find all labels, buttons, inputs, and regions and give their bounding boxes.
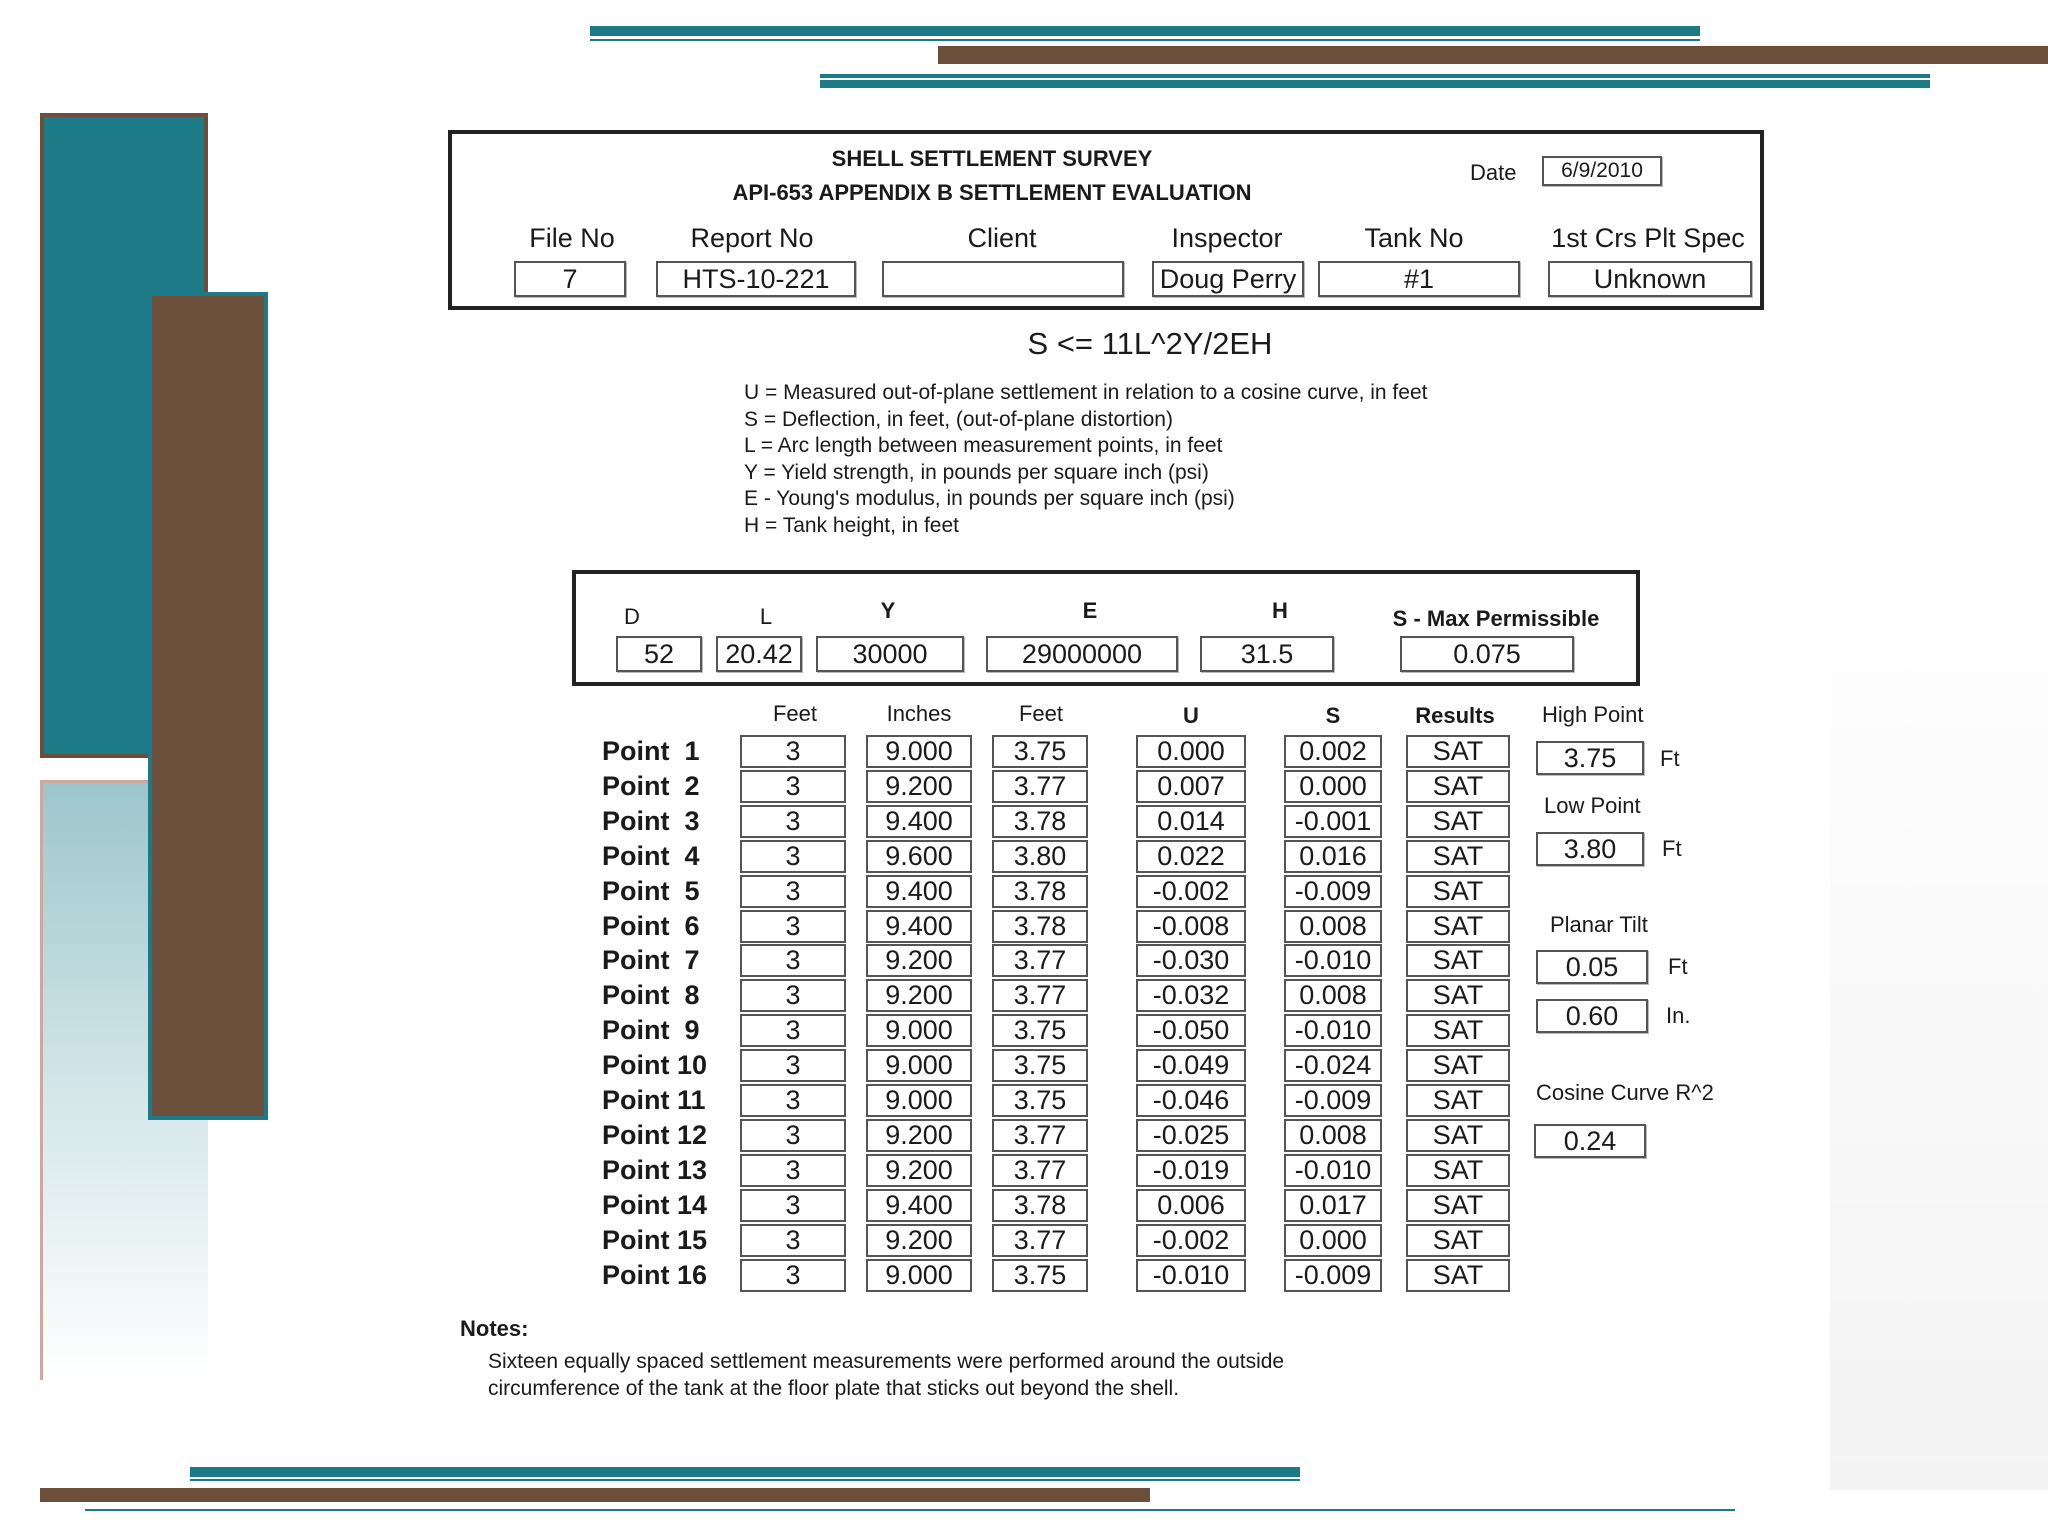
feet-cell[interactable]: 3 bbox=[740, 770, 846, 803]
s-cell[interactable]: -0.010 bbox=[1284, 944, 1382, 977]
settlement-formula: S <= 11L^2Y/2EH bbox=[1027, 326, 1273, 361]
bottom-teal-thin bbox=[190, 1479, 1300, 1481]
notes-line: circumference of the tank at the floor plate that sticks out beyond the shell. bbox=[488, 1377, 1180, 1400]
inches-cell[interactable]: 9.400 bbox=[866, 910, 972, 943]
top-teal-line-1-thin bbox=[590, 39, 1700, 41]
result-cell[interactable]: SAT bbox=[1406, 1259, 1510, 1292]
bottom-teal-line bbox=[85, 1509, 1735, 1511]
legend-line: L = Arc length between measurement points, in feet bbox=[744, 434, 1223, 457]
u-cell[interactable]: -0.025 bbox=[1136, 1119, 1246, 1152]
feet-decimal-cell[interactable]: 3.77 bbox=[992, 1224, 1088, 1257]
notes-heading: Notes: bbox=[460, 1316, 529, 1341]
low-point-label: Low Point bbox=[1544, 793, 1641, 818]
feet-cell[interactable]: 3 bbox=[740, 1014, 846, 1047]
param-h-label: H bbox=[1272, 598, 1288, 623]
result-cell[interactable]: SAT bbox=[1406, 1084, 1510, 1117]
u-cell[interactable]: -0.008 bbox=[1136, 910, 1246, 943]
feet-decimal-cell[interactable]: 3.75 bbox=[992, 1014, 1088, 1047]
point-label: Point 14 bbox=[602, 1190, 708, 1220]
feet-cell[interactable]: 3 bbox=[740, 805, 846, 838]
crs-plt-spec-field[interactable]: Unknown bbox=[1548, 261, 1752, 297]
feet-cell[interactable]: 3 bbox=[740, 840, 846, 873]
inches-cell[interactable]: 9.200 bbox=[866, 770, 972, 803]
param-e-field[interactable]: 29000000 bbox=[986, 636, 1178, 672]
legend-line: E - Young's modulus, in pounds per square inch (psi) bbox=[744, 487, 1235, 510]
param-l-field[interactable]: 20.42 bbox=[716, 636, 802, 672]
report-no-label: Report No bbox=[690, 223, 814, 253]
s-cell[interactable]: -0.009 bbox=[1284, 1259, 1382, 1292]
u-cell[interactable]: -0.050 bbox=[1136, 1014, 1246, 1047]
point-label: Point 6 bbox=[602, 911, 700, 941]
legend-line: H = Tank height, in feet bbox=[744, 513, 960, 537]
planar-tilt-label: Planar Tilt bbox=[1550, 912, 1648, 937]
planar-tilt-ft-unit: Ft bbox=[1668, 954, 1688, 979]
u-cell[interactable]: 0.007 bbox=[1136, 770, 1246, 803]
s-cell[interactable]: 0.008 bbox=[1284, 979, 1382, 1012]
result-cell[interactable]: SAT bbox=[1406, 1014, 1510, 1047]
param-h-field[interactable]: 31.5 bbox=[1200, 636, 1334, 672]
s-cell[interactable]: 0.008 bbox=[1284, 910, 1382, 943]
inches-cell[interactable]: 9.200 bbox=[866, 1224, 972, 1257]
file-no-label: File No bbox=[529, 223, 615, 253]
variable-legend bbox=[744, 380, 1427, 539]
feet-decimal-cell[interactable]: 3.78 bbox=[992, 1189, 1088, 1222]
s-cell[interactable]: 0.000 bbox=[1284, 770, 1382, 803]
inches-cell[interactable]: 9.400 bbox=[866, 1189, 972, 1222]
date-field[interactable]: 6/9/2010 bbox=[1542, 156, 1662, 186]
feet-cell[interactable]: 3 bbox=[740, 1049, 846, 1082]
s-cell[interactable]: -0.009 bbox=[1284, 1084, 1382, 1117]
point-label: Point 15 bbox=[602, 1225, 708, 1255]
legend-line: S = Deflection, in feet, (out-of-plane distortion) bbox=[744, 407, 1173, 431]
result-cell[interactable]: SAT bbox=[1406, 979, 1510, 1012]
point-label: Point 13 bbox=[602, 1155, 708, 1185]
bottom-teal-bar bbox=[190, 1467, 1300, 1477]
client-label: Client bbox=[967, 223, 1037, 253]
file-no-field[interactable]: 7 bbox=[514, 261, 626, 297]
feet-cell[interactable]: 3 bbox=[740, 1189, 846, 1222]
bottom-brown-bar bbox=[40, 1488, 1150, 1502]
top-teal-line-2-thick bbox=[820, 80, 1930, 88]
s-cell[interactable]: 0.000 bbox=[1284, 1224, 1382, 1257]
u-cell[interactable]: 0.006 bbox=[1136, 1189, 1246, 1222]
low-point-field[interactable]: 3.80 bbox=[1536, 832, 1644, 866]
point-label: Point 4 bbox=[602, 841, 700, 871]
inches-cell[interactable]: 9.400 bbox=[866, 805, 972, 838]
s-cell[interactable]: -0.001 bbox=[1284, 805, 1382, 838]
crs-plt-spec-label: 1st Crs Plt Spec bbox=[1551, 223, 1745, 253]
s-cell[interactable]: -0.010 bbox=[1284, 1154, 1382, 1187]
u-cell[interactable]: 0.000 bbox=[1136, 735, 1246, 768]
legend-line: U = Measured out-of-plane settlement in relation to a cosine curve, in feet bbox=[744, 381, 1428, 404]
low-point-unit: Ft bbox=[1662, 836, 1682, 861]
feet-cell[interactable]: 3 bbox=[740, 1154, 846, 1187]
param-y-label: Y bbox=[880, 598, 896, 623]
feet-cell[interactable]: 3 bbox=[740, 1224, 846, 1257]
inspector-label: Inspector bbox=[1171, 223, 1283, 253]
s-cell[interactable]: 0.016 bbox=[1284, 840, 1382, 873]
param-s-max-field[interactable]: 0.075 bbox=[1400, 636, 1574, 672]
u-cell[interactable]: -0.049 bbox=[1136, 1049, 1246, 1082]
planar-tilt-in-field[interactable]: 0.60 bbox=[1536, 999, 1648, 1033]
s-cell[interactable]: -0.009 bbox=[1284, 875, 1382, 908]
top-teal-line-1 bbox=[590, 26, 1700, 36]
col-header-s: S bbox=[1325, 703, 1341, 728]
u-cell[interactable]: -0.030 bbox=[1136, 944, 1246, 977]
inches-cell[interactable]: 9.600 bbox=[866, 840, 972, 873]
feet-decimal-cell[interactable]: 3.77 bbox=[992, 979, 1088, 1012]
feet-decimal-cell[interactable]: 3.75 bbox=[992, 735, 1088, 768]
inches-cell[interactable]: 9.000 bbox=[866, 1049, 972, 1082]
s-cell[interactable]: -0.010 bbox=[1284, 1014, 1382, 1047]
point-label: Point 2 bbox=[602, 771, 700, 801]
u-cell[interactable]: -0.010 bbox=[1136, 1259, 1246, 1292]
feet-cell[interactable]: 3 bbox=[740, 979, 846, 1012]
form-title: SHELL SETTLEMENT SURVEY bbox=[831, 146, 1153, 171]
point-label: Point 3 bbox=[602, 806, 700, 836]
feet-decimal-cell[interactable]: 3.78 bbox=[992, 910, 1088, 943]
inches-cell[interactable]: 9.200 bbox=[866, 944, 972, 977]
feet-decimal-cell[interactable]: 3.78 bbox=[992, 875, 1088, 908]
inspector-field[interactable]: Doug Perry bbox=[1152, 261, 1304, 297]
legend-line: Y = Yield strength, in pounds per square inch (psi) bbox=[744, 460, 1209, 484]
point-label: Point 7 bbox=[602, 945, 700, 975]
high-point-field[interactable]: 3.75 bbox=[1536, 741, 1644, 775]
u-cell[interactable]: -0.046 bbox=[1136, 1084, 1246, 1117]
result-cell[interactable]: SAT bbox=[1406, 1189, 1510, 1222]
s-cell[interactable]: -0.024 bbox=[1284, 1049, 1382, 1082]
inches-cell[interactable]: 9.200 bbox=[866, 979, 972, 1012]
u-cell[interactable]: -0.019 bbox=[1136, 1154, 1246, 1187]
u-cell[interactable]: 0.014 bbox=[1136, 805, 1246, 838]
u-cell[interactable]: 0.022 bbox=[1136, 840, 1246, 873]
point-label: Point 9 bbox=[602, 1015, 700, 1045]
form-subtitle: API-653 APPENDIX B SETTLEMENT EVALUATION bbox=[732, 180, 1252, 205]
feet-cell[interactable]: 3 bbox=[740, 944, 846, 977]
u-cell[interactable]: -0.002 bbox=[1136, 875, 1246, 908]
tank-no-label: Tank No bbox=[1364, 223, 1464, 253]
point-label: Point 11 bbox=[602, 1085, 706, 1115]
result-cell[interactable]: SAT bbox=[1406, 840, 1510, 873]
feet-decimal-cell[interactable]: 3.77 bbox=[992, 1154, 1088, 1187]
inches-cell[interactable]: 9.400 bbox=[866, 875, 972, 908]
result-cell[interactable]: SAT bbox=[1406, 770, 1510, 803]
brown-decor-block bbox=[148, 292, 268, 1120]
feet-decimal-cell[interactable]: 3.77 bbox=[992, 1119, 1088, 1152]
param-d-field[interactable]: 52 bbox=[616, 636, 702, 672]
point-label: Point 12 bbox=[602, 1120, 708, 1150]
result-cell[interactable]: SAT bbox=[1406, 1154, 1510, 1187]
parameters-box bbox=[572, 570, 1640, 686]
point-label: Point 16 bbox=[602, 1260, 708, 1290]
col-header-inches: Inches bbox=[886, 701, 952, 726]
inches-cell[interactable]: 9.000 bbox=[866, 1084, 972, 1117]
client-field[interactable] bbox=[882, 261, 1124, 297]
planar-tilt-in-unit: In. bbox=[1666, 1003, 1691, 1028]
inches-cell[interactable]: 9.000 bbox=[866, 1014, 972, 1047]
feet-decimal-cell[interactable]: 3.77 bbox=[992, 770, 1088, 803]
header-box bbox=[448, 130, 1764, 310]
report-no-field[interactable]: HTS-10-221 bbox=[656, 261, 856, 297]
param-e-label: E bbox=[1082, 598, 1098, 623]
result-cell[interactable]: SAT bbox=[1406, 1049, 1510, 1082]
cosine-curve-label: Cosine Curve R^2 bbox=[1536, 1080, 1714, 1105]
s-cell[interactable]: 0.008 bbox=[1284, 1119, 1382, 1152]
param-y-field[interactable]: 30000 bbox=[816, 636, 964, 672]
feet-cell[interactable]: 3 bbox=[740, 875, 846, 908]
inches-cell[interactable]: 9.000 bbox=[866, 735, 972, 768]
notes-line: Sixteen equally spaced settlement measurements were performed around the outside bbox=[488, 1350, 1285, 1373]
right-fade-panel bbox=[1830, 540, 2048, 1490]
result-cell[interactable]: SAT bbox=[1406, 910, 1510, 943]
feet-cell[interactable]: 3 bbox=[740, 1084, 846, 1117]
point-label: Point 10 bbox=[602, 1050, 708, 1080]
feet-decimal-cell[interactable]: 3.75 bbox=[992, 1259, 1088, 1292]
feet-cell[interactable]: 3 bbox=[740, 1259, 846, 1292]
planar-tilt-ft-field[interactable]: 0.05 bbox=[1536, 950, 1648, 984]
result-cell[interactable]: SAT bbox=[1406, 944, 1510, 977]
date-label: Date bbox=[1470, 160, 1517, 185]
notes-body bbox=[488, 1348, 1284, 1402]
cosine-curve-field[interactable]: 0.24 bbox=[1534, 1124, 1646, 1158]
feet-cell[interactable]: 3 bbox=[740, 1119, 846, 1152]
inches-cell[interactable]: 9.000 bbox=[866, 1259, 972, 1292]
point-label: Point 1 bbox=[602, 736, 700, 766]
result-cell[interactable]: SAT bbox=[1406, 1119, 1510, 1152]
feet-cell[interactable]: 3 bbox=[740, 910, 846, 943]
param-s-max-label: S - Max Permissible bbox=[1392, 606, 1600, 631]
result-cell[interactable]: SAT bbox=[1406, 735, 1510, 768]
feet-decimal-cell[interactable]: 3.78 bbox=[992, 805, 1088, 838]
result-cell[interactable]: SAT bbox=[1406, 805, 1510, 838]
inches-cell[interactable]: 9.200 bbox=[866, 1154, 972, 1187]
result-cell[interactable]: SAT bbox=[1406, 875, 1510, 908]
col-header-feet-decimal: Feet bbox=[1018, 701, 1064, 726]
col-header-feet: Feet bbox=[772, 701, 818, 726]
s-cell[interactable]: 0.017 bbox=[1284, 1189, 1382, 1222]
feet-cell[interactable]: 3 bbox=[740, 735, 846, 768]
col-header-results: Results bbox=[1415, 703, 1495, 728]
point-label: Point 8 bbox=[602, 980, 700, 1010]
s-cell[interactable]: 0.002 bbox=[1284, 735, 1382, 768]
param-l-label: L bbox=[759, 604, 773, 629]
param-d-label: D bbox=[624, 604, 640, 629]
u-cell[interactable]: -0.002 bbox=[1136, 1224, 1246, 1257]
col-header-u: U bbox=[1183, 703, 1199, 728]
feet-decimal-cell[interactable]: 3.80 bbox=[992, 840, 1088, 873]
u-cell[interactable]: -0.032 bbox=[1136, 979, 1246, 1012]
result-cell[interactable]: SAT bbox=[1406, 1224, 1510, 1257]
inches-cell[interactable]: 9.200 bbox=[866, 1119, 972, 1152]
high-point-label: High Point bbox=[1542, 702, 1644, 727]
feet-decimal-cell[interactable]: 3.75 bbox=[992, 1049, 1088, 1082]
top-brown-bar bbox=[938, 46, 2048, 64]
feet-decimal-cell[interactable]: 3.75 bbox=[992, 1084, 1088, 1117]
tank-no-field[interactable]: #1 bbox=[1318, 261, 1520, 297]
point-label: Point 5 bbox=[602, 876, 700, 906]
feet-decimal-cell[interactable]: 3.77 bbox=[992, 944, 1088, 977]
high-point-unit: Ft bbox=[1660, 746, 1680, 771]
top-teal-line-2 bbox=[820, 74, 1930, 78]
